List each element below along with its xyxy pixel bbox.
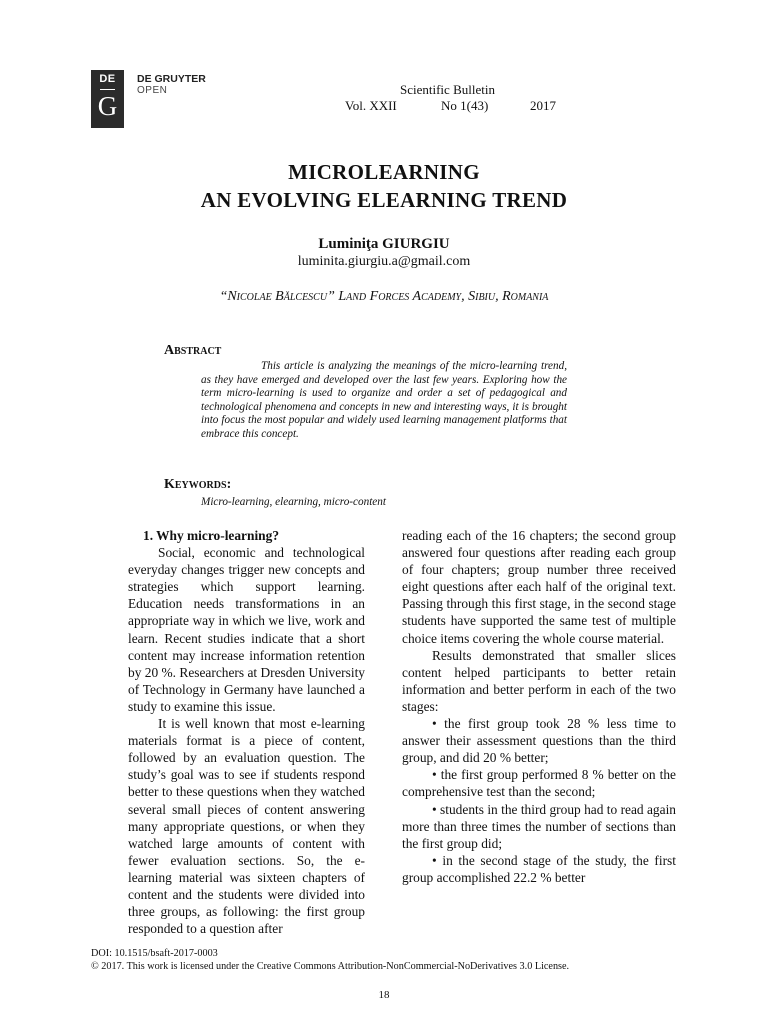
keywords-text: Micro-learning, elearning, micro-content [201, 496, 386, 508]
paragraph: Social, economic and technological everyday changes trigger new concepts and strategies which support learning. Education needs transformations in an appropriate way in which we live, work and learn. Recent studies indicate that a short content may increase information retention by 20 %. Researchers at Dresden University of Technology in Germany have launched a study to examine this issue. [128, 545, 365, 714]
author-name: Luminiţa GIURGIU [318, 236, 450, 252]
article-title-line2: AN EVOLVING ELEARNING TREND [200, 188, 568, 212]
logo-divider [100, 89, 115, 90]
publisher-sub: OPEN [137, 85, 168, 96]
paragraph: Results demonstrated that smaller slices content helped participants to better retain information and better perform in each of the two stages: [402, 647, 676, 714]
license: © 2017. This work is licensed under the Creative Commons Attribution-NonCommercial-NoDerivatives 3.0 License. [91, 961, 570, 972]
journal-number: No 1(43) [441, 98, 489, 113]
bullet-item: • the first group took 28 % less time to answer their assessment questions than the third group, and did 20 % better; [402, 716, 676, 766]
body-column-left [128, 527, 365, 937]
journal-year: 2017 [530, 98, 556, 113]
page-number: 18 [378, 989, 390, 1001]
abstract-heading: Abstract [164, 343, 222, 358]
logo-mark-top: DE [99, 73, 116, 85]
bullet-item: • in the second stage of the study, the first group accomplished 22.2 % better [402, 852, 676, 885]
abstract-text: This article is analyzing the meanings of the micro-learning trend, as they have emerged and developed over the last few years. Exploring how the term micro-learning is used to organize and order a set of pedagogical and technological phenomena and concepts in new and interesting ways, it is brought into focus the most popular and widely used learning management platforms that embrace this concept. [201, 360, 567, 440]
bullet-item: • students in the third group had to read again more than three times the number of sections than the first group did; [402, 801, 676, 851]
logo-mark-bottom: G [97, 91, 118, 121]
journal-volume: Vol. XXII [345, 98, 397, 113]
section-heading: 1. Why micro-learning? [143, 528, 280, 543]
doi: DOI: 10.1515/bsaft-2017-0003 [91, 948, 218, 959]
journal-name: Scientific Bulletin [400, 82, 495, 97]
author-email: luminita.giurgiu.a@gmail.com [297, 254, 471, 269]
author-affiliation: “Nicolae Bălcescu” Land Forces Academy, Sibiu, Romania [219, 289, 549, 304]
paragraph: It is well known that most e-learning materials format is a piece of content, followed by an evaluation question. The study’s goal was to see if students respond better to these questions when they watched several small pieces of content answering many appropriate questions, or when they watched large amounts of content with fewer evaluation sections. So, the e-learning material was sixteen chapters of content and the students were divided into three groups, as following: the first group responded to a question after [128, 716, 365, 937]
keywords-heading: Keywords: [164, 477, 232, 492]
paragraph: reading each of the 16 chapters; the second group answered four questions after reading each group of four chapters; group number three received eight questions after each half of the original text. Passing through this first stage, in the second stage students have supported the same test of multiple choice items covering the whole course material. [402, 528, 676, 646]
article-title-line1: MICROLEARNING [288, 160, 480, 184]
publisher-name: DE GRUYTER [137, 73, 206, 85]
publisher-logo [91, 70, 215, 128]
degruyter-logo-icon [91, 70, 124, 128]
bullet-item: • the first group performed 8 % better on the comprehensive test than the second; [402, 767, 676, 800]
body-column-right [402, 527, 676, 886]
